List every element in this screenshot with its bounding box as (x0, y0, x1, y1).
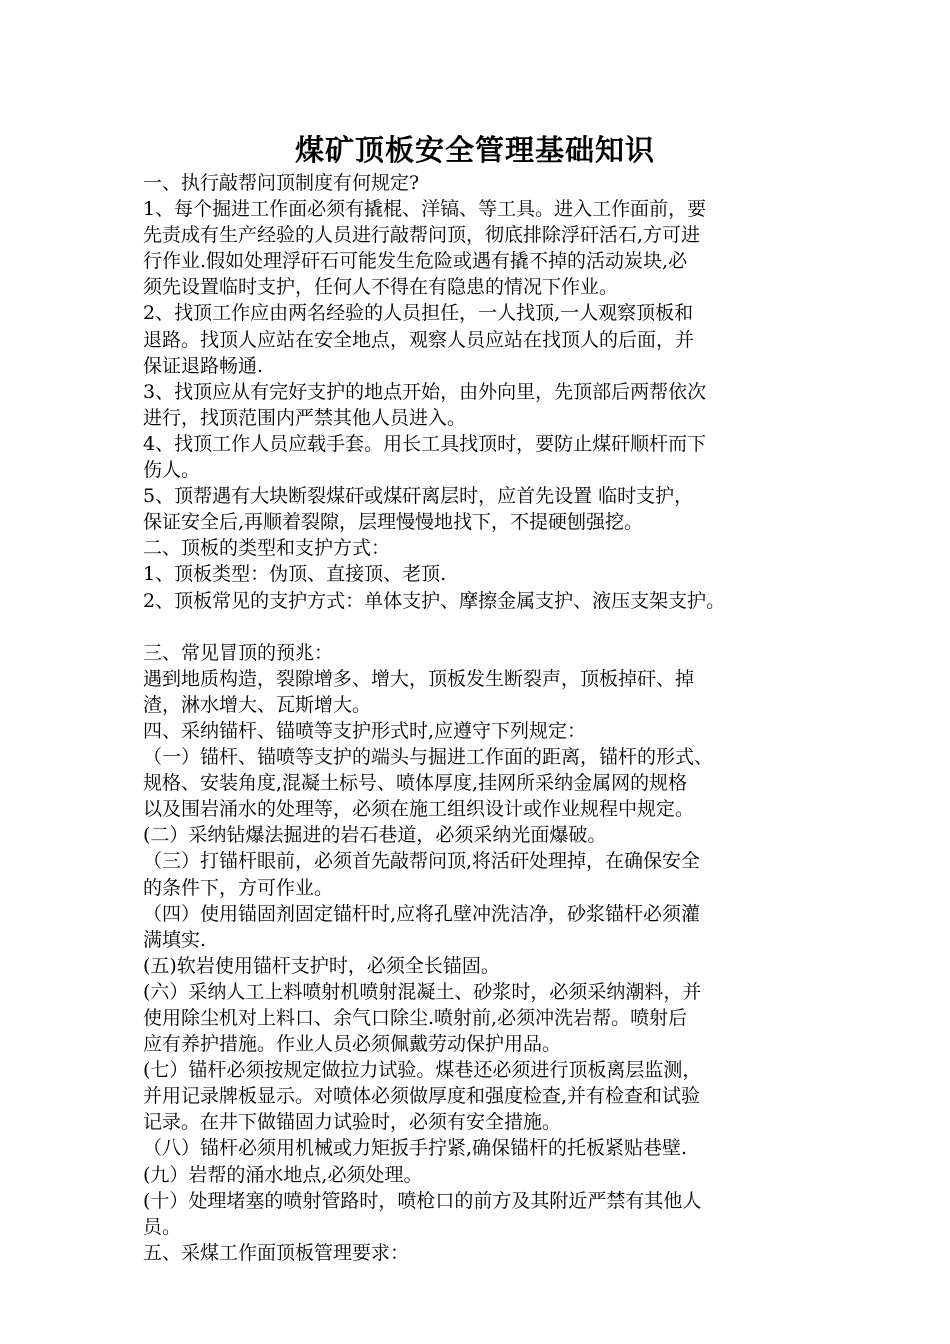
text-line: （三）打锚杆眼前，必须首先敲帮问顶,将活矸处理掉，在确保安全 (143, 850, 701, 873)
text-line: (十）处理堵塞的喷射管路时，喷枪口的前方及其附近严禁有其他人 (143, 1189, 702, 1212)
text-line: 行作业.假如处理浮矸石可能发生危险或遇有撬不掉的活动炭块,必 (143, 250, 688, 273)
text-line: 2、顶板常见的支护方式：单体支护、摩擦金属支护、液压支架支护。 (143, 589, 726, 612)
text-line: 2、找顶工作应由两名经验的人员担任，一人找顶,一人观察顶板和 (143, 302, 694, 325)
text-line: 须先设置临时支护，任何人不得在有隐患的情况下作业。 (143, 276, 619, 299)
text-line: 5、顶帮遇有大块断裂煤矸或煤矸离层时，应首先设置 临时支护， (143, 485, 694, 508)
text-line: 保证安全后,再顺着裂隙，层理慢慢地找下，不提硬刨强挖。 (143, 511, 644, 534)
text-line: 满填实. (143, 928, 207, 951)
text-line: 员。 (143, 1215, 182, 1238)
text-line: 4、找顶工作人员应载手套。用长工具找顶时，要防止煤矸顺杆而下 (143, 432, 707, 455)
text-line: 规格、安装角度,混凝土标号、喷体厚度,挂网所采纳金属网的规格 (143, 772, 688, 795)
text-line: 应有养护措施。作业人员必须佩戴劳动保护用品。 (143, 1033, 562, 1056)
text-line: 记录。在井下做锚固力试验时，必须有安全措施。 (143, 1111, 562, 1134)
text-line: 渣，淋水增大、瓦斯增大。 (143, 693, 372, 716)
blank-line (143, 614, 833, 640)
text-line: 五、采煤工作面顶板管理要求： (143, 1241, 410, 1264)
text-line: （四）使用锚固剂固定锚杆时,应将孔壁冲洗洁净，砂浆锚杆必须灌 (143, 902, 701, 925)
text-line: 伤人。 (143, 459, 201, 482)
text-line: 二、顶板的类型和支护方式： (143, 537, 391, 560)
document-title: 煤矿顶板安全管理基础知识 (294, 133, 655, 167)
text-line: 退路。找顶人应站在安全地点，观察人员应站在找顶人的后面，并 (143, 328, 695, 351)
text-line: 使用除尘机对上料口、余气口除尘.喷射前,必须冲洗岩帮。喷射后 (143, 1007, 688, 1029)
text-line: 以及围岩涌水的处理等，必须在施工组织设计或作业规程中规定。 (143, 798, 695, 821)
text-line: 1、顶板类型：伪顶、直接顶、老顶. (143, 563, 447, 586)
text-line: (二）采纳钻爆法掘进的岩石巷道，必须采纳光面爆破。 (143, 824, 607, 847)
text-line: （一）锚杆、锚喷等支护的端头与掘进工作面的距离，锚杆的形式、 (143, 746, 714, 769)
text-line: (五)软岩使用锚杆支护时，必须全长锚固。 (143, 954, 500, 977)
text-line: (九）岩帮的涌水地点,必须处理。 (143, 1163, 423, 1186)
text-line: 进行，找顶范围内严禁其他人员进入。 (143, 406, 467, 429)
text-line: 先责成有生产经验的人员进行敲帮问顶，彻底排除浮矸活石,方可进 (143, 224, 701, 247)
document-body (143, 170, 833, 1266)
text-line: (六）采纳人工上料喷射机喷射混凝土、砂浆时，必须采纳潮料，并 (143, 980, 702, 1003)
text-line: 保证退路畅通. (143, 354, 264, 377)
text-line: 的条件下，方可作业。 (143, 876, 334, 899)
text-line: 并用记录牌板显示。对喷体必须做厚度和强度检查,并有检查和试验 (143, 1085, 701, 1108)
text-line: 遇到地质构造，裂隙增多、增大，顶板发生断裂声，顶板掉矸、掉 (143, 667, 695, 690)
text-line: 三、常见冒顶的预兆： (143, 641, 334, 664)
text-line: （八）锚杆必须用机械或力矩扳手拧紧,确保锚杆的托板紧贴巷壁. (143, 1137, 688, 1160)
text-line: 四、采纳锚杆、锚喷等支护形式时,应遵守下列规定： (143, 719, 587, 742)
text-line: 一、执行敲帮问顶制度有何规定? (143, 172, 420, 194)
text-line: 1、每个掘进工作面必须有撬棍、洋镐、等工具。进入工作面前，要 (143, 198, 707, 221)
text-line: 3、找顶应从有完好支护的地点开始，由外向里，先顶部后两帮依次 (143, 380, 707, 403)
text-line: (七）锚杆必须按规定做拉力试验。煤巷还必须进行顶板离层监测， (143, 1059, 702, 1082)
